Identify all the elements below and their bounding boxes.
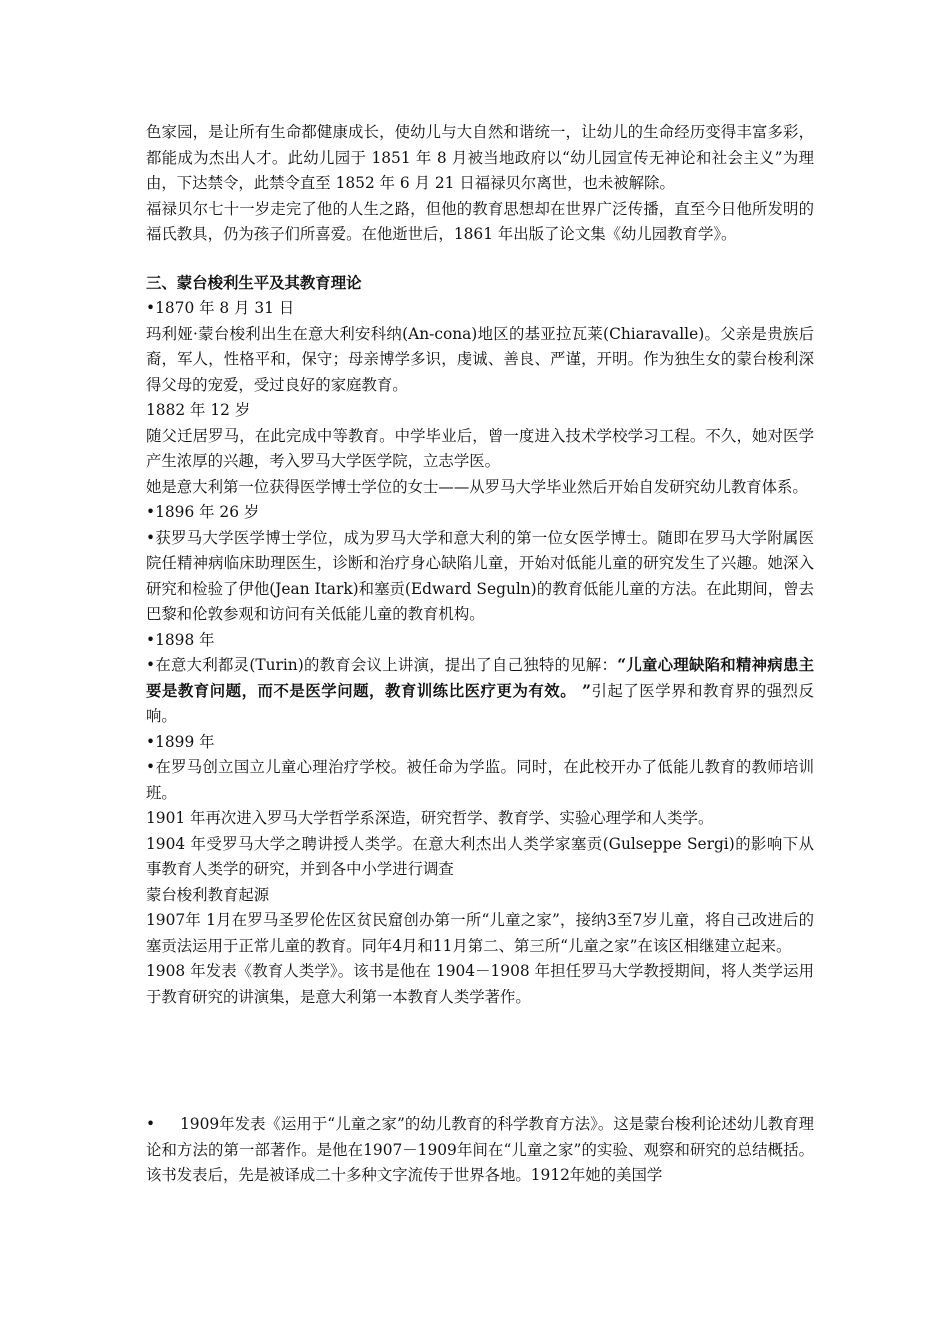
paragraph-1907: 1907年 1月在罗马圣罗伦佐区贫民窟创办第一所“儿童之家”，接纳3至7岁儿童，将自己改进后的塞贡法运用于正常儿童的教育。同年4月和11月第二、第三所“儿童之家”在该区相继建立起来。: [146, 911, 814, 955]
paragraph-froebel-legacy: 福禄贝尔七十一岁走完了他的人生之路，但他的教育思想却在世界广泛传播，直至今日他所发明的福氏教具，仍为孩子们所喜爱。在他逝世后，1861 年出版了论文集《幼儿园教育学》。: [146, 199, 814, 243]
paragraph-1909-text: 1909年发表《运用于“儿童之家”的幼儿教育的科学教育方法》。这是蒙台梭利论述幼儿教育理论和方法的第一部著作。是他在1907－1909年间在“儿童之家”的实验、观察和研究的总结概括。该书发表后，先是被译成二十多种文字流传于世界各地。1912年她的美国学: [146, 1115, 814, 1184]
paragraph-school: •在罗马创立国立儿童心理治疗学校。被任命为学监。同时，在此校开办了低能儿教育的教师培训班。: [146, 758, 814, 802]
paragraph-first-woman: 她是意大利第一位获得医学博士学位的女士——从罗马大学毕业然后开始自发研究幼儿教育体系。: [146, 477, 808, 496]
date-1870: •1870 年 8 月 31 日: [146, 299, 295, 317]
paragraph-froebel-kindergarten: 色家园，是让所有生命都健康成长，使幼儿与大自然和谐统一，让幼儿的生命经历变得丰富多彩，都能成为杰出人才。此幼儿园于 1851 年 8 月被当地政府以“幼儿园宣传无神论和社会主义”为理由，下达禁令，此禁令直至 1852 年 6 月 21 日福禄贝尔离世，也未被解除。: [146, 123, 814, 192]
speech-reaction: 引起了医学界和教育界的强烈反响。: [146, 681, 814, 725]
paragraph-1909: [146, 1112, 814, 1189]
document-page: [146, 120, 814, 1189]
paragraph-turin-speech: [146, 653, 814, 730]
paragraph-1901: 1901 年再次进入罗马大学哲学系深造，研究哲学、教育学、实验心理学和人类学。: [146, 809, 714, 827]
spacer-large: [146, 1010, 814, 1112]
date-1896: •1896 年 26 岁: [146, 503, 260, 521]
date-1898: •1898 年: [146, 630, 215, 649]
paragraph-birth: 玛利娅·蒙台梭利出生在意大利安科纳(An-cona)地区的基亚拉瓦莱(Chiaravalle)。父亲是贵族后裔，军人，性格平和，保守；母亲博学多识，虔诚、善良、严谨，开明。作为独生女的蒙台梭利深得父母的宠爱，受过良好的家庭教育。: [146, 324, 814, 394]
paragraph-doctorate: •获罗马大学医学博士学位，成为罗马大学和意大利的第一位女医学博士。随即在罗马大学附属医院任精神病临床助理医生，诊断和治疗身心缺陷儿童，开始对低能儿童的研究发生了兴趣。她深入研究和检验了伊他(Jean Itark)和塞贡(Edward Seguln)的教育低能儿童的方法。在此期间，曾去巴黎和伦敦参观和访问有关低能儿童的教育机构。: [146, 528, 814, 623]
speech-intro: •在意大利都灵(Turin)的教育会议上讲演，提出了自己独特的见解：: [146, 656, 618, 674]
date-1882: 1882 年 12 岁: [146, 401, 251, 419]
date-1899: •1899 年: [146, 732, 215, 751]
paragraph-1904: 1904 年受罗马大学之聘讲授人类学。在意大利杰出人类学家塞贡(Gulseppe Sergi)的影响下从事教育人类学的研究，并到各中小学进行调查: [146, 834, 814, 878]
section-heading: 三、蒙台梭利生平及其教育理论: [146, 273, 362, 292]
paragraph-origin: 蒙台梭利教育起源: [146, 885, 270, 904]
bullet-mark: •: [146, 1115, 156, 1133]
spacer: [146, 248, 814, 271]
speech-quote: “儿童心理缺陷和精神病患主要是教育问题，而不是医学问题，教育训练比医疗更为有效。 ”: [146, 656, 814, 700]
paragraph-rome: 随父迁居罗马，在此完成中等教育。中学毕业后，曾一度进入技术学校学习工程。不久，她对医学产生浓厚的兴趣，考入罗马大学医学院，立志学医。: [146, 426, 814, 470]
paragraph-1908: 1908 年发表《教育人类学》。该书是他在 1904－1908 年担任罗马大学教授期间，将人类学运用于教育研究的讲演集，是意大利第一本教育人类学著作。: [146, 962, 814, 1006]
